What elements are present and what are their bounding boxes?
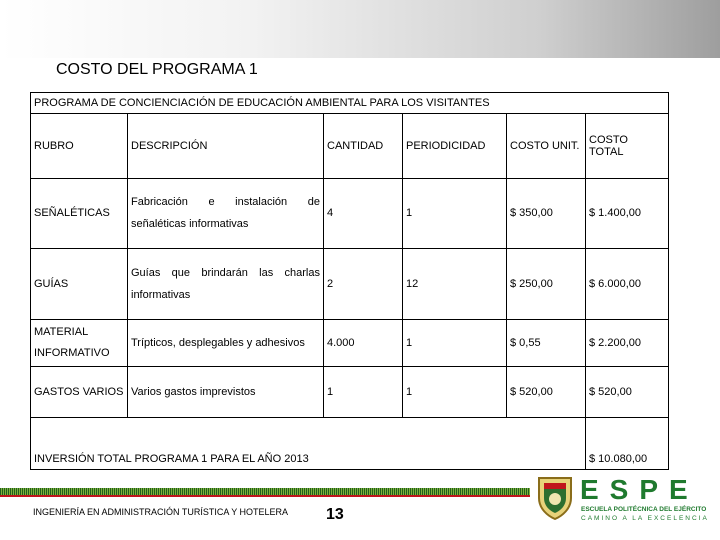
cell-cantidad: 4.000 [324,319,403,366]
cell-costo-total: $ 520,00 [586,367,669,417]
table-row [31,249,669,320]
shield-emblem-icon [535,474,575,520]
espe-motto: CAMINO A LA EXCELENCIA [581,515,709,522]
cell-periodicidad: 1 [403,178,507,249]
cell-rubro: MATERIAL INFORMATIVO [31,319,128,366]
cell-descripcion: Guías que brindarán las charlas informativas [128,249,324,320]
header-rubro: RUBRO [31,114,128,179]
cell-cantidad: 1 [324,367,403,417]
cell-costo-unit: $ 0,55 [507,319,586,366]
cell-periodicidad: 1 [403,319,507,366]
table-row [31,367,669,417]
program-title: PROGRAMA DE CONCIENCIACIÓN DE EDUCACIÓN AMBIENTAL PARA LOS VISITANTES [31,93,669,114]
header-costo-unit: COSTO UNIT. [507,114,586,179]
cell-rubro: GASTOS VARIOS [31,367,128,417]
cell-rubro: SEÑALÉTICAS [31,178,128,249]
cell-periodicidad: 12 [403,249,507,320]
total-value: $ 10.080,00 [586,417,669,469]
footer-red-line [0,495,530,497]
cell-descripcion: Trípticos, desplegables y adhesivos [128,319,324,366]
slide-title: COSTO DEL PROGRAMA 1 [56,61,258,78]
header-cantidad: CANTIDAD [324,114,403,179]
espe-institution: ESCUELA POLITÉCNICA DEL EJÉRCITO [581,506,707,513]
cost-table [30,92,669,470]
table-row [31,319,669,366]
footer-text: INGENIERÍA EN ADMINISTRACIÓN TURÍSTICA Y HOTELERA [33,507,289,517]
cell-costo-total: $ 1.400,00 [586,178,669,249]
table-row [31,178,669,249]
total-label: INVERSIÓN TOTAL PROGRAMA 1 PARA EL AÑO 2013 [31,417,586,469]
header-periodicidad: PERIODICIDAD [403,114,507,179]
cell-costo-total: $ 6.000,00 [586,249,669,320]
cell-costo-total: $ 2.200,00 [586,319,669,366]
total-row [31,417,669,469]
cell-periodicidad: 1 [403,367,507,417]
header-descripcion: DESCRIPCIÓN [128,114,324,179]
footer-stripe [0,488,530,495]
cell-cantidad: 2 [324,249,403,320]
cell-descripcion: Fabricación e instalación de señaléticas informativas [128,178,324,249]
cell-costo-unit: $ 350,00 [507,178,586,249]
cell-rubro: GUÍAS [31,249,128,320]
cell-costo-unit: $ 520,00 [507,367,586,417]
espe-logo [535,472,715,532]
espe-wordmark: ESPE [580,474,699,505]
cell-costo-unit: $ 250,00 [507,249,586,320]
cell-descripcion: Varios gastos imprevistos [128,367,324,417]
header-costo-total: COSTO TOTAL [586,114,669,179]
cell-cantidad: 4 [324,178,403,249]
table-header-row [31,114,669,179]
page-number: 13 [326,506,344,523]
header-band [0,0,720,58]
